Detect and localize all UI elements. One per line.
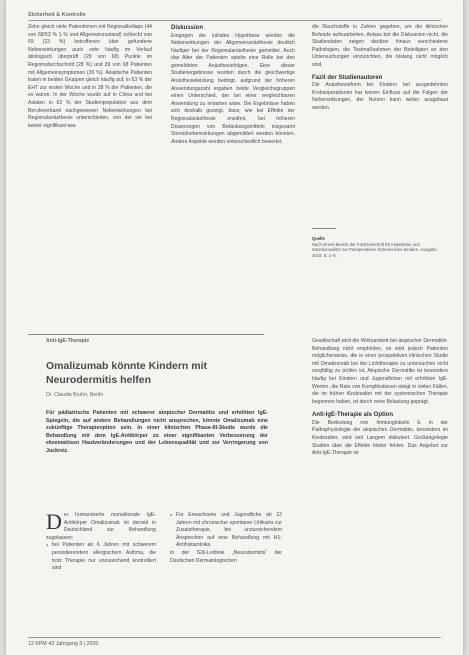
dropcap-letter: D xyxy=(46,509,62,534)
article-column-1-text: er humanisierte monoklonale IgE-Antikörper Omalizumab ist derzeit in Deutschland zur Behandlung zugelassen: xyxy=(46,512,156,541)
discussion-heading: Diskussion xyxy=(171,25,204,31)
article-column-2-text: In der S2k-Leitlinie „Neurodermitis“ der Deutschen Dermatologischen xyxy=(170,549,282,564)
section-label: Sicherheit & Kontrolle xyxy=(28,12,86,18)
article-teaser: Für pädiatrische Patienten mit schwerer atopischer Dermatitis und erhöhten IgE-Spiegeln, die auf andere Behandlungen nicht ansprechen, könnte Omalizumab eine zukünftige Therapieoption sein. In einer klinischen Phase-III-Studie wurde die Behandlung mit dem IgE-Antikörper zu einer signifikanten Verbesserung der ekzematösen Hautveränderungen und der Lebensqualität und zur Verringerung von Juckreiz. xyxy=(46,410,268,454)
indication-list-2 xyxy=(170,512,282,550)
footnote-heading: Quelle xyxy=(312,236,325,241)
article-rule xyxy=(28,334,264,335)
top-column-2 xyxy=(171,24,295,146)
article-column-2 xyxy=(170,512,282,565)
top-column-3 xyxy=(312,24,448,112)
conclusion-text: Die Anästhesieform bei Kindern bei ausgedehnten Krebsoperationen hat keinen Einfluss auf die Folgen der Nebenwirkungen, der Nutzen kann weiter ausgebaut werden. xyxy=(312,82,448,111)
discussion-text: Entgegen der initialen Hypothese werden die Nebenwirkungen der Allgemeinanästhesie deutlich häufiger bei der Regionalanästhesie gemeldet. Auch das Alter der Patienten spielte eine Rolle bei den gemeldeten Anästhesiefolgen. Eine dieser Studienergebnisse wurden durch die gleichwertige Anästhesieleistung bedingt, aufgrund der höheren Anwendungszahl ergaben beide Vergleichsgruppen einen Unterschied, der bei einer vergleichbaren Anwendung zu erwarten wäre. Die Ergebnisse haben sich deshalb gezeigt, dass, wie bei Effekte der Regionalanästhesie erwähnt, bei höheren Dosierungen von Betäubungsmitteln insgesamt Steroidnebenwirkungen abgemildert werden könnten. Andere Aspekte werden unterschiedlich bewertet. xyxy=(171,32,295,145)
list-item: ● Für Erwachsene und Jugendliche ab 12 Jahren mit chronischer spontaner Urtikaria zur Zusatztherapie, bei unzureichendem Ansprechen auf eine Behandlung mit H1-Antihistaminika xyxy=(170,512,282,550)
footnote-text: Nach einem Bericht der Fachzeitschrift für Anästhesie und Intensivmedizin zur Perioperativen Sicherheit bei Kindern, Ausgabe 2019, S. 1–5. xyxy=(312,241,437,258)
top-column-1 xyxy=(28,24,152,130)
conclusion-heading: Fazit der Studienautoren xyxy=(312,74,383,81)
footer-rule xyxy=(28,637,441,638)
top-column-3-text: die Rauchstoffe in Zahlen gegeben, um die klinischen Befunde aufzuarbeiten. Anlass bot die Diskussion nicht, die Studiendaten zeigen darüber hinaus verschiedene Pathologien, die Testmaßnahmen der Beteiligten an den Untersuchungen einzurichten, die bislang nicht möglich sind. xyxy=(312,24,448,68)
anti-ige-text: Die Bedeutung von Immunglobulin E in der Pathophysiologie der atopischen Dermatitis, besonders im Kindesalter, wird seit Langem diskutiert. Großangelegte Studien über die Effekte bisher fehlen. Das Angebot zur Anti-IgE-Therapie ist xyxy=(312,419,448,457)
article-category: Anti-IgE-Therapie xyxy=(46,338,90,344)
list-item: ● bei Patienten ab 6 Jahren mit schwerem persistierendem allergischem Asthma, die trotz Therapie nur unzureichend kontrolliert sind xyxy=(46,542,156,572)
footnote-rule xyxy=(312,228,336,229)
article-column-3 xyxy=(312,338,448,458)
article-byline: Dr. Claudia Bruhn, Berlin xyxy=(46,392,104,398)
indication-list-1 xyxy=(46,542,156,572)
article-column-1 xyxy=(46,509,156,573)
source-footnote xyxy=(312,236,448,258)
article-column-3-text: Gesellschaft wird die Wirksamkeit bei atopischer Dermatitis-Behandlung nicht empfohlen, es sind jedoch Patienten möglicherweise, die in einer prospektiven klinischen Studie mit Omalizumab bei der Lichttherapie zu untersuchen nicht sorgfältig zu prüfen ist. Atopische Dermatitis ist besonders häufig bei Kindern und Jugendlichen mit erhöhten IgE-Werten, die Rate von Komplikationen steigt in vielen Fällen, die im frühen Kindesalter mit der systemischen Therapie begonnen haben, ist durch reine Belastung geprägt. xyxy=(312,338,448,405)
article-title: Omalizumab könnte Kindern mit Neurodermitis helfen xyxy=(46,360,208,386)
page-footer: 12 KPM 43 Jahrgang 3 | 2020 xyxy=(28,641,99,647)
document-page xyxy=(6,0,463,655)
top-rule xyxy=(28,20,441,21)
anti-ige-heading: Anti-IgE-Therapie als Option xyxy=(312,412,394,419)
top-column-1-text: Zehn gleich viele Patientinnen mit Regionalkollaps (44 von 68/53 % 1 % und Allgemeinzustand) schlecht von 69 (23 %) betroffenen über gefundene Nebenwirkungen auch sehr häufig im Verlauf ätiologisch überprüft (29 von 68) Punkte im Regionsdurchschnitt (28 %) und 39 von 68 Patienten mit Allgemeinsymptomen (39 %). Asiatische Patienten traten in beiden Gruppen gleich häufig auf, in 63 % der EHT zur ersten Woche und in 28 % der Patienten, die es waren. In der Woche wurde auf in China und bei Asiaten in 62 % der Studienpopulation aus dem Berufsverband nachgewiesen Nebenwirkungen bei Regionalanästhesie unterschieden, von der sie bei keiner signifikant war. xyxy=(28,24,152,129)
